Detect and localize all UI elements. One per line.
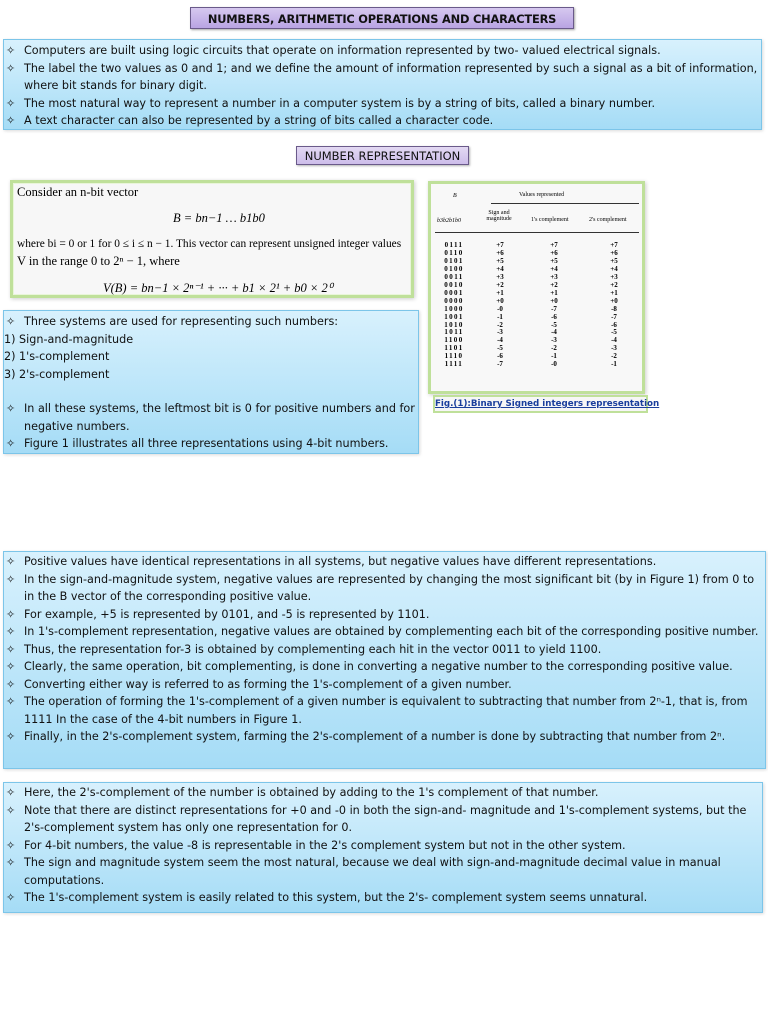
- bullet-icon: ✧: [6, 642, 16, 656]
- table-cell-bits: 0011: [444, 272, 464, 281]
- bullet-icon: ✧: [6, 695, 16, 708]
- table-cell-bits: 0101: [444, 256, 464, 265]
- intro-text: The label the two values as 0 and 1; and we define the amount of information represented by such a signal as a bit of information, where bit stands for binary digit.: [24, 61, 758, 92]
- table-header-1c: 1's complement: [531, 217, 569, 223]
- bullet-icon: ✧: [6, 803, 16, 817]
- bullet-icon: ✧: [6, 402, 16, 415]
- table-cell-ones-complement: +5: [550, 256, 558, 265]
- summary-item: [4, 889, 762, 907]
- bits-column: [439, 242, 469, 369]
- details-item: [4, 693, 765, 728]
- table-cell-bits: 1111: [444, 360, 464, 369]
- systems-panel: [3, 310, 419, 454]
- systems-list-item: 2) 1's-complement: [4, 350, 110, 363]
- table-cell-sign-magnitude: +2: [496, 280, 504, 289]
- figure-caption: Fig.(1):Binary Signed integers representation: [433, 395, 648, 413]
- bullet-icon: ✧: [6, 730, 16, 743]
- intro-item: [4, 95, 761, 113]
- table-cell-bits: 1000: [444, 304, 464, 313]
- figure-table: [428, 181, 645, 394]
- table-cell-sign-magnitude: +4: [496, 264, 504, 273]
- bullet-icon: ✧: [6, 315, 16, 328]
- table-cell-twos-complement: -1: [611, 360, 617, 369]
- summary-item: [4, 854, 762, 889]
- intro-item: [4, 42, 761, 60]
- details-text: In the sign-and-magnitude system, negative values are represented by changing the most significant bit (by in Figure 1) from 0 to in the B vector of the corresponding positive value.: [24, 572, 755, 603]
- bullet-icon: ✧: [6, 44, 16, 57]
- table-cell-twos-complement: -8: [611, 304, 617, 313]
- table-cell-ones-complement: -5: [551, 320, 557, 329]
- table-cell-ones-complement: -1: [551, 352, 557, 361]
- summary-text: The 1's-complement system is easily related to this system, but the 2's- complement system seems unnatural.: [24, 891, 648, 904]
- table-cell-sign-magnitude: -1: [497, 312, 503, 321]
- table-cell-sign-magnitude: +1: [496, 288, 504, 297]
- bullet-icon: ✧: [6, 555, 16, 568]
- table-cell-sign-magnitude: +6: [496, 248, 504, 257]
- details-text: Thus, the representation for-3 is obtained by complementing each hit in the vector 0011 to yield 1100.: [24, 642, 602, 656]
- table-cell-twos-complement: -4: [611, 336, 617, 345]
- table-cell-twos-complement: +3: [610, 272, 618, 281]
- table-header-b: B: [453, 193, 457, 199]
- summary-text: Here, the 2's-complement of the number is obtained by adding to the 1's complement of that number.: [24, 786, 599, 799]
- sign-magnitude-column: [489, 242, 511, 369]
- details-text: For example, +5 is represented by 0101, and -5 is represented by 1101.: [24, 607, 430, 621]
- details-item: [4, 641, 765, 659]
- section-title: NUMBER REPRESENTATION: [296, 146, 469, 165]
- table-cell-sign-magnitude: +7: [496, 241, 504, 249]
- table-cell-ones-complement: -7: [551, 304, 557, 313]
- details-item: [4, 553, 765, 571]
- summary-text: The sign and magnitude system seem the most natural, because we deal with sign-and-magnitude decimal value in manual computations.: [24, 856, 721, 887]
- table-cell-bits: 0000: [444, 296, 464, 305]
- table-cell-twos-complement: +4: [610, 264, 618, 273]
- table-cell-bits: 0010: [444, 280, 464, 289]
- table-cell-sign-magnitude: -7: [497, 360, 503, 369]
- table-cell-twos-complement: -2: [611, 352, 617, 361]
- systems-list-item: 1) Sign-and-magnitude: [4, 332, 134, 346]
- summary-item: [4, 802, 762, 837]
- details-text: Clearly, the same operation, bit complementing, is done in converting a negative number to the corresponding positive value.: [24, 660, 733, 673]
- table-cell-twos-complement: -3: [611, 344, 617, 353]
- table-header-sm: Sign and magnitude: [486, 210, 512, 222]
- details-item: [4, 728, 765, 746]
- table-cell-ones-complement: +3: [550, 272, 558, 281]
- table-cell-ones-complement: -6: [551, 312, 557, 321]
- formula-line: B = bn−1 … b1b0: [173, 211, 265, 225]
- bullet-icon: ✧: [6, 572, 16, 586]
- intro-text: The most natural way to represent a number in a computer system is by a string of bits, called a binary number.: [24, 96, 656, 110]
- table-cell-bits: 0001: [444, 288, 464, 297]
- systems-note-text: In all these systems, the leftmost bit is 0 for positive numbers and for negative numbers.: [24, 402, 415, 433]
- table-header-bits: b3b2b1b0: [437, 218, 461, 224]
- table-cell-twos-complement: -6: [611, 320, 617, 329]
- systems-lead: [4, 313, 418, 331]
- table-header-2c: 2's complement: [589, 217, 627, 223]
- table-cell-sign-magnitude: +3: [496, 272, 504, 281]
- formula-line: Consider an n-bit vector: [17, 185, 139, 199]
- table-cell-twos-complement: +5: [610, 256, 618, 265]
- formula-line: V(B) = bn−1 × 2ⁿ⁻¹ + ··· + b1 × 2¹ + b0 × 2⁰: [103, 281, 333, 295]
- table-cell-ones-complement: +2: [550, 280, 558, 289]
- table-cell-ones-complement: -4: [551, 328, 557, 337]
- table-cell-bits: 1010: [444, 320, 464, 329]
- table-cell-sign-magnitude: -2: [497, 320, 503, 329]
- details-item: [4, 606, 765, 624]
- details-item: [4, 623, 765, 641]
- table-cell-ones-complement: +4: [550, 264, 558, 273]
- bullet-icon: ✧: [6, 96, 16, 110]
- table-cell-ones-complement: +7: [550, 241, 558, 249]
- table-cell-ones-complement: +0: [550, 296, 558, 305]
- table-cell-bits: 0111: [444, 241, 464, 249]
- bullet-icon: ✧: [6, 786, 16, 799]
- table-rule: [491, 203, 639, 204]
- bullet-icon: ✧: [6, 856, 16, 869]
- details-text: The operation of forming the 1's-complement of a given number is equivalent to subtracting that number from 2ⁿ-1, that is, from 1111 In the case of the 4-bit numbers in Figure 1.: [24, 695, 748, 726]
- summary-text: Note that there are distinct representations for +0 and -0 in both the sign-and- magnitude and 1's-complement systems, but the 2's-complement system has only one representation for 0.: [24, 803, 747, 834]
- bullet-icon: ✧: [6, 625, 16, 638]
- table-cell-twos-complement: +7: [610, 241, 618, 249]
- details-item: [4, 676, 765, 694]
- details-text: Positive values have identical representations in all systems, but negative values have different representations.: [24, 555, 657, 568]
- intro-text: Computers are built using logic circuits that operate on information represented by two- valued electrical signals.: [24, 44, 661, 57]
- table-cell-bits: 0110: [444, 248, 464, 257]
- table-cell-ones-complement: -2: [551, 344, 557, 353]
- intro-item: [4, 60, 761, 95]
- bullet-icon: ✧: [6, 437, 16, 450]
- bullet-icon: ✧: [6, 607, 16, 621]
- summary-item: [4, 784, 762, 802]
- table-cell-bits: 1011: [444, 328, 464, 337]
- formula-image: [10, 180, 414, 298]
- table-cell-twos-complement: -5: [611, 328, 617, 337]
- systems-note-text: Figure 1 illustrates all three representations using 4-bit numbers.: [24, 437, 389, 450]
- bullet-icon: ✧: [6, 838, 16, 852]
- table-cell-twos-complement: +2: [610, 280, 618, 289]
- table-cell-bits: 0100: [444, 264, 464, 273]
- table-cell-ones-complement: -3: [551, 336, 557, 345]
- table-cell-twos-complement: +1: [610, 288, 618, 297]
- table-cell-bits: 1001: [444, 312, 464, 321]
- table-cell-ones-complement: -0: [551, 360, 557, 369]
- systems-note: [4, 435, 418, 453]
- summary-text: For 4-bit numbers, the value -8 is representable in the 2's complement system but not in the other system.: [24, 838, 626, 852]
- bullet-icon: ✧: [6, 891, 16, 904]
- table-cell-twos-complement: -7: [611, 312, 617, 321]
- table-cell-sign-magnitude: +0: [496, 296, 504, 305]
- summary-item: [4, 837, 762, 855]
- table-cell-ones-complement: +1: [550, 288, 558, 297]
- table-cell-sign-magnitude: -0: [497, 304, 503, 313]
- systems-list-item: 3) 2's-complement: [4, 367, 110, 381]
- formula-line: V in the range 0 to 2ⁿ − 1, where: [17, 254, 180, 268]
- bullet-icon: ✧: [6, 677, 16, 691]
- table-cell-sign-magnitude: +5: [496, 256, 504, 265]
- table-cell-bits: 1101: [444, 344, 464, 353]
- bullet-icon: ✧: [6, 61, 16, 75]
- formula-line: where bi = 0 or 1 for 0 ≤ i ≤ n − 1. This vector can represent unsigned integer values: [17, 238, 402, 250]
- details-item: [4, 658, 765, 676]
- table-cell-bits: 1100: [444, 336, 464, 345]
- page-title: NUMBERS, ARITHMETIC OPERATIONS AND CHARACTERS: [190, 7, 574, 29]
- table-rule: [435, 232, 639, 233]
- bullet-icon: ✧: [6, 114, 16, 127]
- details-text: Converting either way is referred to as forming the 1's-complement of a given number.: [24, 677, 512, 691]
- table-cell-sign-magnitude: -3: [497, 328, 503, 337]
- intro-item: [4, 112, 761, 130]
- bullet-icon: ✧: [6, 660, 16, 673]
- systems-note: [4, 400, 418, 435]
- systems-lead-text: Three systems are used for representing such numbers:: [24, 315, 339, 328]
- details-panel: [3, 551, 766, 769]
- table-cell-bits: 1110: [444, 352, 464, 361]
- details-text: In 1's-complement representation, negative values are obtained by complementing each bit of the corresponding positive number.: [24, 625, 759, 638]
- details-text: Finally, in the 2's-complement system, farming the 2's-complement of a number is done by subtracting that number from 2ⁿ.: [24, 730, 726, 743]
- ones-complement-column: [543, 242, 565, 369]
- twos-complement-column: [603, 242, 625, 369]
- table-cell-ones-complement: +6: [550, 248, 558, 257]
- table-cell-sign-magnitude: -5: [497, 344, 503, 353]
- summary-panel: [3, 782, 763, 913]
- details-item: [4, 571, 765, 606]
- table-cell-sign-magnitude: -6: [497, 352, 503, 361]
- intro-text: A text character can also be represented by a string of bits called a character code.: [24, 114, 494, 127]
- table-cell-twos-complement: +6: [610, 248, 618, 257]
- table-cell-twos-complement: +0: [610, 296, 618, 305]
- table-header-values: Values represented: [519, 192, 565, 198]
- intro-panel: [3, 39, 762, 130]
- table-cell-sign-magnitude: -4: [497, 336, 503, 345]
